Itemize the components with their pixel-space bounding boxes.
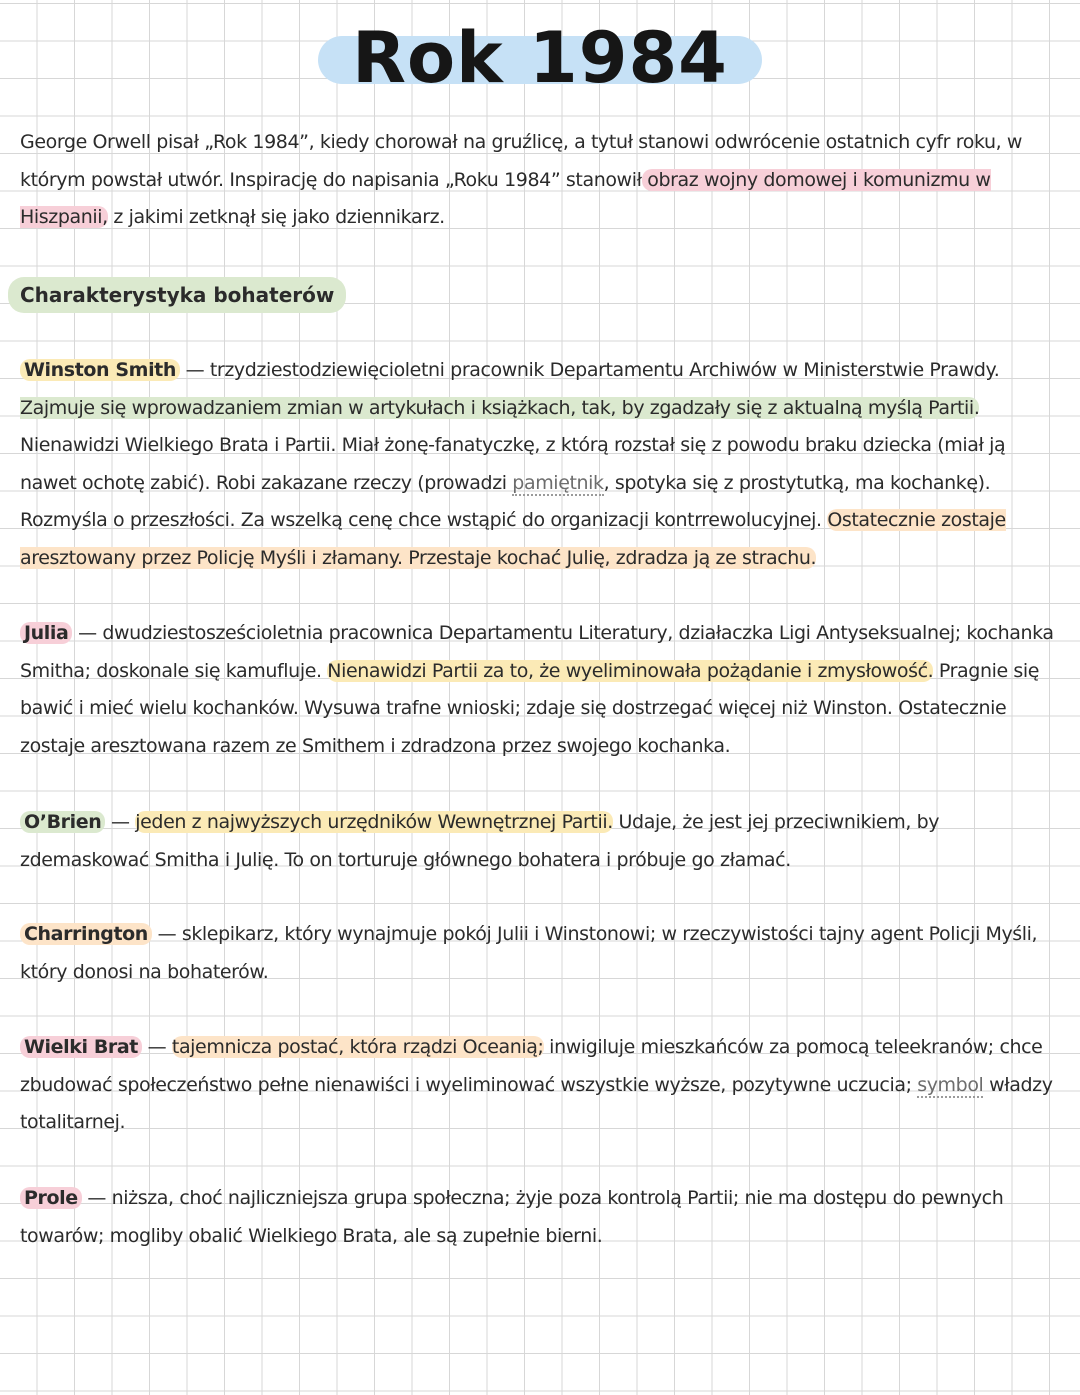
winston-text-1: — trzydziestodziewięcioletni pracownik Departamentu Archiwów w Ministerstwie Prawdy.: [180, 359, 1000, 381]
character-winston-smith: [20, 352, 1060, 577]
character-prole: [20, 1180, 1060, 1255]
wielki-brat-text-3: władzy totalitarnej.: [20, 1073, 1053, 1133]
page-title: Rok 1984: [318, 10, 762, 106]
julia-highlight-1: Nienawidzi Partii za to, że wyeliminowała pożądanie i zmysłowość.: [327, 659, 934, 682]
wielki-brat-highlight-1: tajemnicza postać, która rządzi Oceanią;: [171, 1036, 544, 1058]
character-name-obrien: O’Brien: [20, 811, 105, 833]
character-name-prole: Prole: [20, 1187, 82, 1209]
obrien-highlight-1: jeden z najwyższych urzędników Wewnętrznej Partii.: [135, 811, 613, 833]
julia-text-2: Pragnie się bawić i mieć wielu kochanków. Wysuwa trafne wnioski; zdaje się dostrzegać więcej niż Winston. Ostatecznie zostaje aresztowana razem ze Smithem i zdradzona przez swojego kochanka.: [20, 659, 1040, 757]
obrien-text-1: —: [105, 811, 136, 833]
charrington-text-1: — sklepikarz, który wynajmuje pokój Julii i Winstonowi; w rzeczywistości tajny agent Policji Myśli, który donosi na bohaterów.: [20, 923, 1038, 983]
section-heading: Charakterystyka bohaterów: [8, 277, 346, 313]
intro-highlight: obraz wojny domowej i komunizmu w Hiszpanii,: [20, 168, 991, 228]
character-name-julia: Julia: [20, 622, 72, 644]
intro-paragraph: [20, 124, 1060, 237]
winston-dotted-word: pamiętnik: [512, 471, 604, 494]
wielki-brat-dotted-word: symbol: [917, 1073, 984, 1096]
character-name-winston: Winston Smith: [20, 359, 180, 381]
winston-text-3: , spotyka się z prostytutką, ma kochankę). Rozmyśla o przeszłości. Za wszelką cenę chce wstąpić do organizacji kontrrewolucyjnej.: [20, 471, 991, 531]
character-obrien: [20, 804, 1060, 879]
character-julia: [20, 615, 1060, 765]
prole-text-1: — niższa, choć najliczniejsza grupa społeczna; żyje poza kontrolą Partii; nie ma dostępu do pewnych towarów; mogliby obalić Wielkiego Brata, ale są zupełnie bierni.: [20, 1187, 1004, 1247]
character-charrington: [20, 916, 1060, 991]
wielki-brat-text-1: —: [142, 1036, 172, 1058]
character-name-charrington: Charrington: [20, 923, 152, 945]
intro-text-1: George Orwell pisał „Rok 1984”, kiedy chorował na gruźlicę, a tytuł stanowi odwrócenie ostatnich cyfr roku, w którym powstał utwór. Inspirację do napisania „Roku 1984” stanowił: [20, 131, 1023, 191]
winston-highlight-2: Ostatecznie zostaje aresztowany przez Policję Myśli i złamany. Przestaje kochać Julię, zdradza ją ze strachu.: [20, 509, 1006, 569]
winston-text-2: Nienawidzi Wielkiego Brata i Partii. Miał żonę-fanatyczkę, z którą rozstał się z powodu braku dziecka (miał ją nawet ochotę zabić). Robi zakazane rzeczy (prowadzi: [20, 434, 1006, 494]
wielki-brat-text-2: inwigiluje mieszkańców za pomocą teleekranów; chce zbudować społeczeństwo pełne nienawiści i wyeliminować wszystkie wyższe, pozytywne uczucia;: [20, 1036, 1043, 1096]
character-wielki-brat: [20, 1029, 1060, 1142]
winston-highlight-1: Zajmuje się wprowadzaniem zmian w artykułach i książkach, tak, by zgadzały się z aktualną myślą Partii.: [20, 396, 980, 419]
intro-text-2: z jakimi zetknął się jako dziennikarz.: [107, 206, 445, 228]
obrien-text-2: Udaje, że jest jej przeciwnikiem, by zdemaskować Smitha i Julię. To on torturuje głównego bohatera i próbuje go złamać.: [20, 811, 940, 871]
character-name-wielki-brat: Wielki Brat: [20, 1036, 142, 1058]
title-area: [0, 10, 1080, 106]
julia-text-1: — dwudziestosześcioletnia pracownica Departamentu Literatury, działaczka Ligi Antyseksualnej; kochanka Smitha; doskonale się kamufluje.: [20, 622, 1054, 682]
